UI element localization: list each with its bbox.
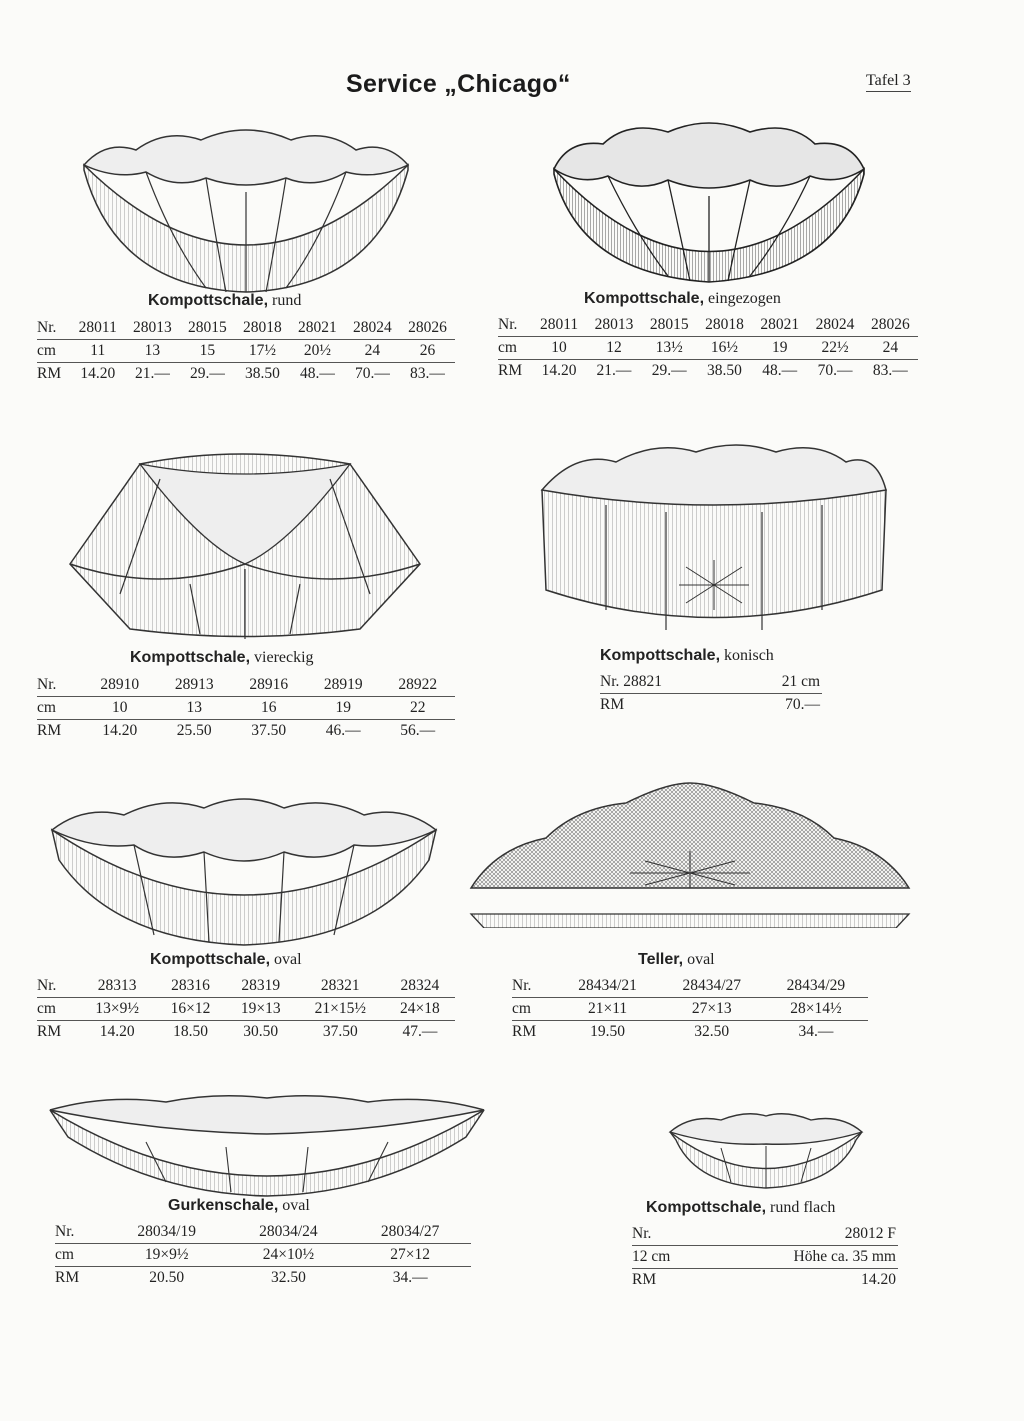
spec-cell: 14.20 (102, 722, 138, 739)
spec-cell: 13 (125, 340, 180, 363)
spec-row-price (512, 1021, 868, 1044)
spec-cell: 24×18 (385, 998, 455, 1021)
bowl-oval-illustration (44, 790, 444, 950)
spec-cell: 28013 (586, 314, 641, 337)
spec-cell: 24 (863, 337, 918, 360)
pickle-dish-illustration (46, 1092, 488, 1198)
spec-cell: 28034/24 (228, 1221, 350, 1244)
spec-cell: 28321 (296, 975, 385, 998)
spec-cell: 28910 (83, 674, 157, 697)
spec-row-number (55, 1221, 471, 1244)
spec-cell: 21.— (596, 362, 632, 379)
spec-cell: 48.— (762, 362, 798, 379)
spec-cell: cm (37, 340, 71, 363)
spec-row-price (632, 1269, 898, 1292)
spec-table-bowl-conical (600, 671, 822, 716)
spec-cell: 46.— (325, 722, 361, 739)
spec-cell: 19 (306, 697, 380, 720)
spec-table-bowl-round-flat (632, 1223, 898, 1291)
spec-cell: 38.50 (707, 362, 742, 379)
spec-cell: RM (37, 365, 62, 382)
spec-cell: 83.— (872, 362, 908, 379)
spec-cell: 37.50 (251, 722, 287, 739)
spec-cell: 28034/19 (106, 1221, 228, 1244)
spec-cell: 27×13 (660, 998, 764, 1021)
spec-cell: 70.— (785, 696, 820, 713)
spec-cell: 38.50 (244, 365, 280, 382)
spec-cell: 21 cm (734, 671, 822, 694)
spec-cell: 12 (586, 337, 641, 360)
spec-cell: 28013 (125, 317, 180, 340)
spec-cell: 28018 (235, 317, 290, 340)
spec-cell: 19×13 (226, 998, 296, 1021)
spec-cell: 28026 (400, 317, 455, 340)
spec-table-bowl-oval (37, 975, 455, 1043)
spec-cell: Nr. (632, 1223, 705, 1246)
spec-cell: 14.20 (861, 1271, 896, 1288)
spec-cell: 16½ (697, 337, 752, 360)
spec-cell: 19.50 (590, 1023, 625, 1040)
spec-cell: RM (632, 1271, 657, 1288)
spec-row-size (498, 337, 918, 360)
spec-row-number (632, 1223, 898, 1246)
spec-cell: 18.50 (173, 1023, 208, 1040)
spec-cell: Nr. (37, 317, 71, 340)
spec-cell: 28011 (71, 317, 125, 340)
spec-row-number (37, 317, 455, 340)
caption-bowl-round (148, 292, 301, 310)
spec-cell: 70.— (354, 365, 390, 382)
spec-row-price (600, 694, 822, 717)
spec-row-size (632, 1246, 898, 1269)
spec-cell: 29.— (189, 365, 225, 382)
spec-cell: RM (37, 1023, 62, 1040)
spec-cell: 29.— (651, 362, 687, 379)
spec-cell: 17½ (235, 340, 290, 363)
caption-pickle-dish (168, 1197, 310, 1215)
spec-cell: 20½ (290, 340, 345, 363)
spec-cell: 28313 (79, 975, 155, 998)
spec-cell: 22½ (807, 337, 862, 360)
spec-row-price (37, 720, 455, 743)
caption-bowl-square (130, 649, 314, 667)
spec-cell: 48.— (299, 365, 335, 382)
spec-cell: 13 (157, 697, 231, 720)
spec-cell: 14.20 (80, 365, 116, 382)
spec-table-bowl-drawn-in (498, 314, 918, 382)
spec-row-size (37, 998, 455, 1021)
spec-cell: 16 (231, 697, 305, 720)
caption-name: Kompottschale, (646, 1199, 767, 1216)
bowl-round-illustration (76, 120, 416, 295)
spec-cell: 28319 (226, 975, 296, 998)
spec-cell: cm (55, 1244, 106, 1267)
spec-cell: cm (512, 998, 555, 1021)
spec-row-size (37, 340, 455, 363)
caption-variant: oval (687, 951, 715, 968)
spec-cell: 14.20 (541, 362, 577, 379)
caption-variant: konisch (724, 647, 774, 664)
caption-variant: eingezogen (708, 290, 781, 307)
caption-variant: rund (272, 292, 302, 309)
spec-row-price (37, 1021, 455, 1044)
spec-cell: 28011 (532, 314, 587, 337)
spec-cell: 26 (400, 340, 455, 363)
spec-cell: 24 (345, 340, 400, 363)
spec-cell: 27×12 (349, 1244, 471, 1267)
spec-cell: 47.— (402, 1023, 438, 1040)
spec-cell: 28434/27 (660, 975, 764, 998)
spec-cell: 15 (180, 340, 235, 363)
spec-cell: 11 (71, 340, 125, 363)
spec-cell: RM (55, 1269, 80, 1286)
spec-cell: 28026 (863, 314, 918, 337)
spec-cell: 28324 (385, 975, 455, 998)
spec-cell: 20.50 (149, 1269, 185, 1286)
spec-cell: 28434/21 (555, 975, 659, 998)
spec-table-pickle-dish (55, 1221, 471, 1289)
spec-cell: cm (498, 337, 532, 360)
caption-variant: viereckig (254, 649, 314, 666)
spec-cell: 28316 (155, 975, 225, 998)
spec-cell: 28919 (306, 674, 380, 697)
spec-cell: cm (37, 998, 79, 1021)
spec-cell: 83.— (410, 365, 445, 382)
spec-cell: 28024 (807, 314, 862, 337)
caption-bowl-oval (150, 951, 302, 969)
spec-cell: Nr. 28821 (600, 671, 734, 694)
plate-number: Tafel 3 (866, 72, 911, 92)
spec-cell: 16×12 (155, 998, 225, 1021)
bowl-drawn-in-illustration (548, 114, 870, 286)
spec-row-number (37, 975, 455, 998)
spec-cell: 13×9½ (79, 998, 155, 1021)
spec-cell: 30.50 (243, 1023, 279, 1040)
bowl-conical-illustration (536, 430, 892, 638)
spec-cell: 70.— (817, 362, 853, 379)
spec-cell: 21.— (134, 365, 170, 382)
spec-cell: 24×10½ (228, 1244, 350, 1267)
caption-bowl-round-flat (646, 1199, 835, 1217)
spec-row-size (512, 998, 868, 1021)
spec-cell: 34.— (798, 1023, 834, 1040)
spec-row-price (498, 360, 918, 383)
spec-cell: 13½ (642, 337, 697, 360)
spec-cell: 28018 (697, 314, 752, 337)
spec-cell: 28916 (231, 674, 305, 697)
spec-cell: 28012 F (705, 1223, 898, 1246)
spec-cell: 28015 (642, 314, 697, 337)
spec-row-price (37, 363, 455, 386)
spec-cell: 21×11 (555, 998, 659, 1021)
spec-table-bowl-round (37, 317, 455, 385)
caption-bowl-conical (600, 647, 774, 665)
spec-cell: Nr. (55, 1221, 106, 1244)
spec-cell: 32.50 (270, 1269, 306, 1286)
spec-row-price (55, 1267, 471, 1290)
spec-cell: 28021 (290, 317, 345, 340)
spec-cell: RM (498, 362, 523, 379)
spec-row-number (600, 671, 822, 694)
bowl-round-flat-illustration (666, 1110, 866, 1190)
spec-cell: 28913 (157, 674, 231, 697)
page-title: Service „Chicago“ (346, 70, 571, 98)
spec-cell: 21×15½ (296, 998, 385, 1021)
spec-cell: 28024 (345, 317, 400, 340)
spec-row-size (55, 1244, 471, 1267)
spec-cell: 19 (752, 337, 807, 360)
caption-name: Teller, (638, 951, 684, 968)
bowl-square-illustration (60, 444, 430, 644)
caption-name: Kompottschale, (148, 292, 269, 309)
spec-cell: Nr. (498, 314, 532, 337)
spec-cell: RM (37, 722, 62, 739)
spec-cell: cm (37, 697, 83, 720)
caption-name: Kompottschale, (150, 951, 271, 968)
spec-cell: Höhe ca. 35 mm (705, 1246, 898, 1269)
spec-cell: 56.— (400, 722, 436, 739)
spec-cell: 28034/27 (349, 1221, 471, 1244)
caption-name: Kompottschale, (584, 290, 705, 307)
spec-cell: 37.50 (322, 1023, 358, 1040)
spec-row-number (498, 314, 918, 337)
plate-oval-illustration (466, 778, 914, 928)
spec-cell: 10 (532, 337, 587, 360)
spec-cell: 25.50 (176, 722, 212, 739)
caption-name: Gurkenschale, (168, 1197, 279, 1214)
spec-row-size (37, 697, 455, 720)
caption-bowl-drawn-in (584, 290, 781, 308)
spec-cell: RM (600, 696, 625, 713)
spec-table-bowl-square (37, 674, 455, 742)
spec-cell: 14.20 (99, 1023, 135, 1040)
caption-name: Kompottschale, (600, 647, 721, 664)
spec-cell: 28922 (380, 674, 455, 697)
spec-cell: 10 (83, 697, 157, 720)
spec-cell: 28×14½ (764, 998, 868, 1021)
spec-cell: Nr. (37, 674, 83, 697)
caption-name: Kompottschale, (130, 649, 251, 666)
spec-cell: 12 cm (632, 1246, 705, 1269)
spec-cell: 28015 (180, 317, 235, 340)
spec-cell: Nr. (37, 975, 79, 998)
spec-cell: RM (512, 1023, 537, 1040)
spec-cell: 19×9½ (106, 1244, 228, 1267)
spec-cell: 32.50 (694, 1023, 730, 1040)
spec-cell: 28434/29 (764, 975, 868, 998)
spec-row-number (512, 975, 868, 998)
spec-cell: Nr. (512, 975, 555, 998)
caption-variant: oval (282, 1197, 310, 1214)
spec-table-plate-oval (512, 975, 868, 1043)
caption-plate-oval (638, 951, 715, 969)
spec-cell: 34.— (392, 1269, 428, 1286)
spec-cell: 28021 (752, 314, 807, 337)
spec-cell: 22 (380, 697, 455, 720)
spec-row-number (37, 674, 455, 697)
caption-variant: oval (274, 951, 302, 968)
caption-variant: rund flach (770, 1199, 836, 1216)
